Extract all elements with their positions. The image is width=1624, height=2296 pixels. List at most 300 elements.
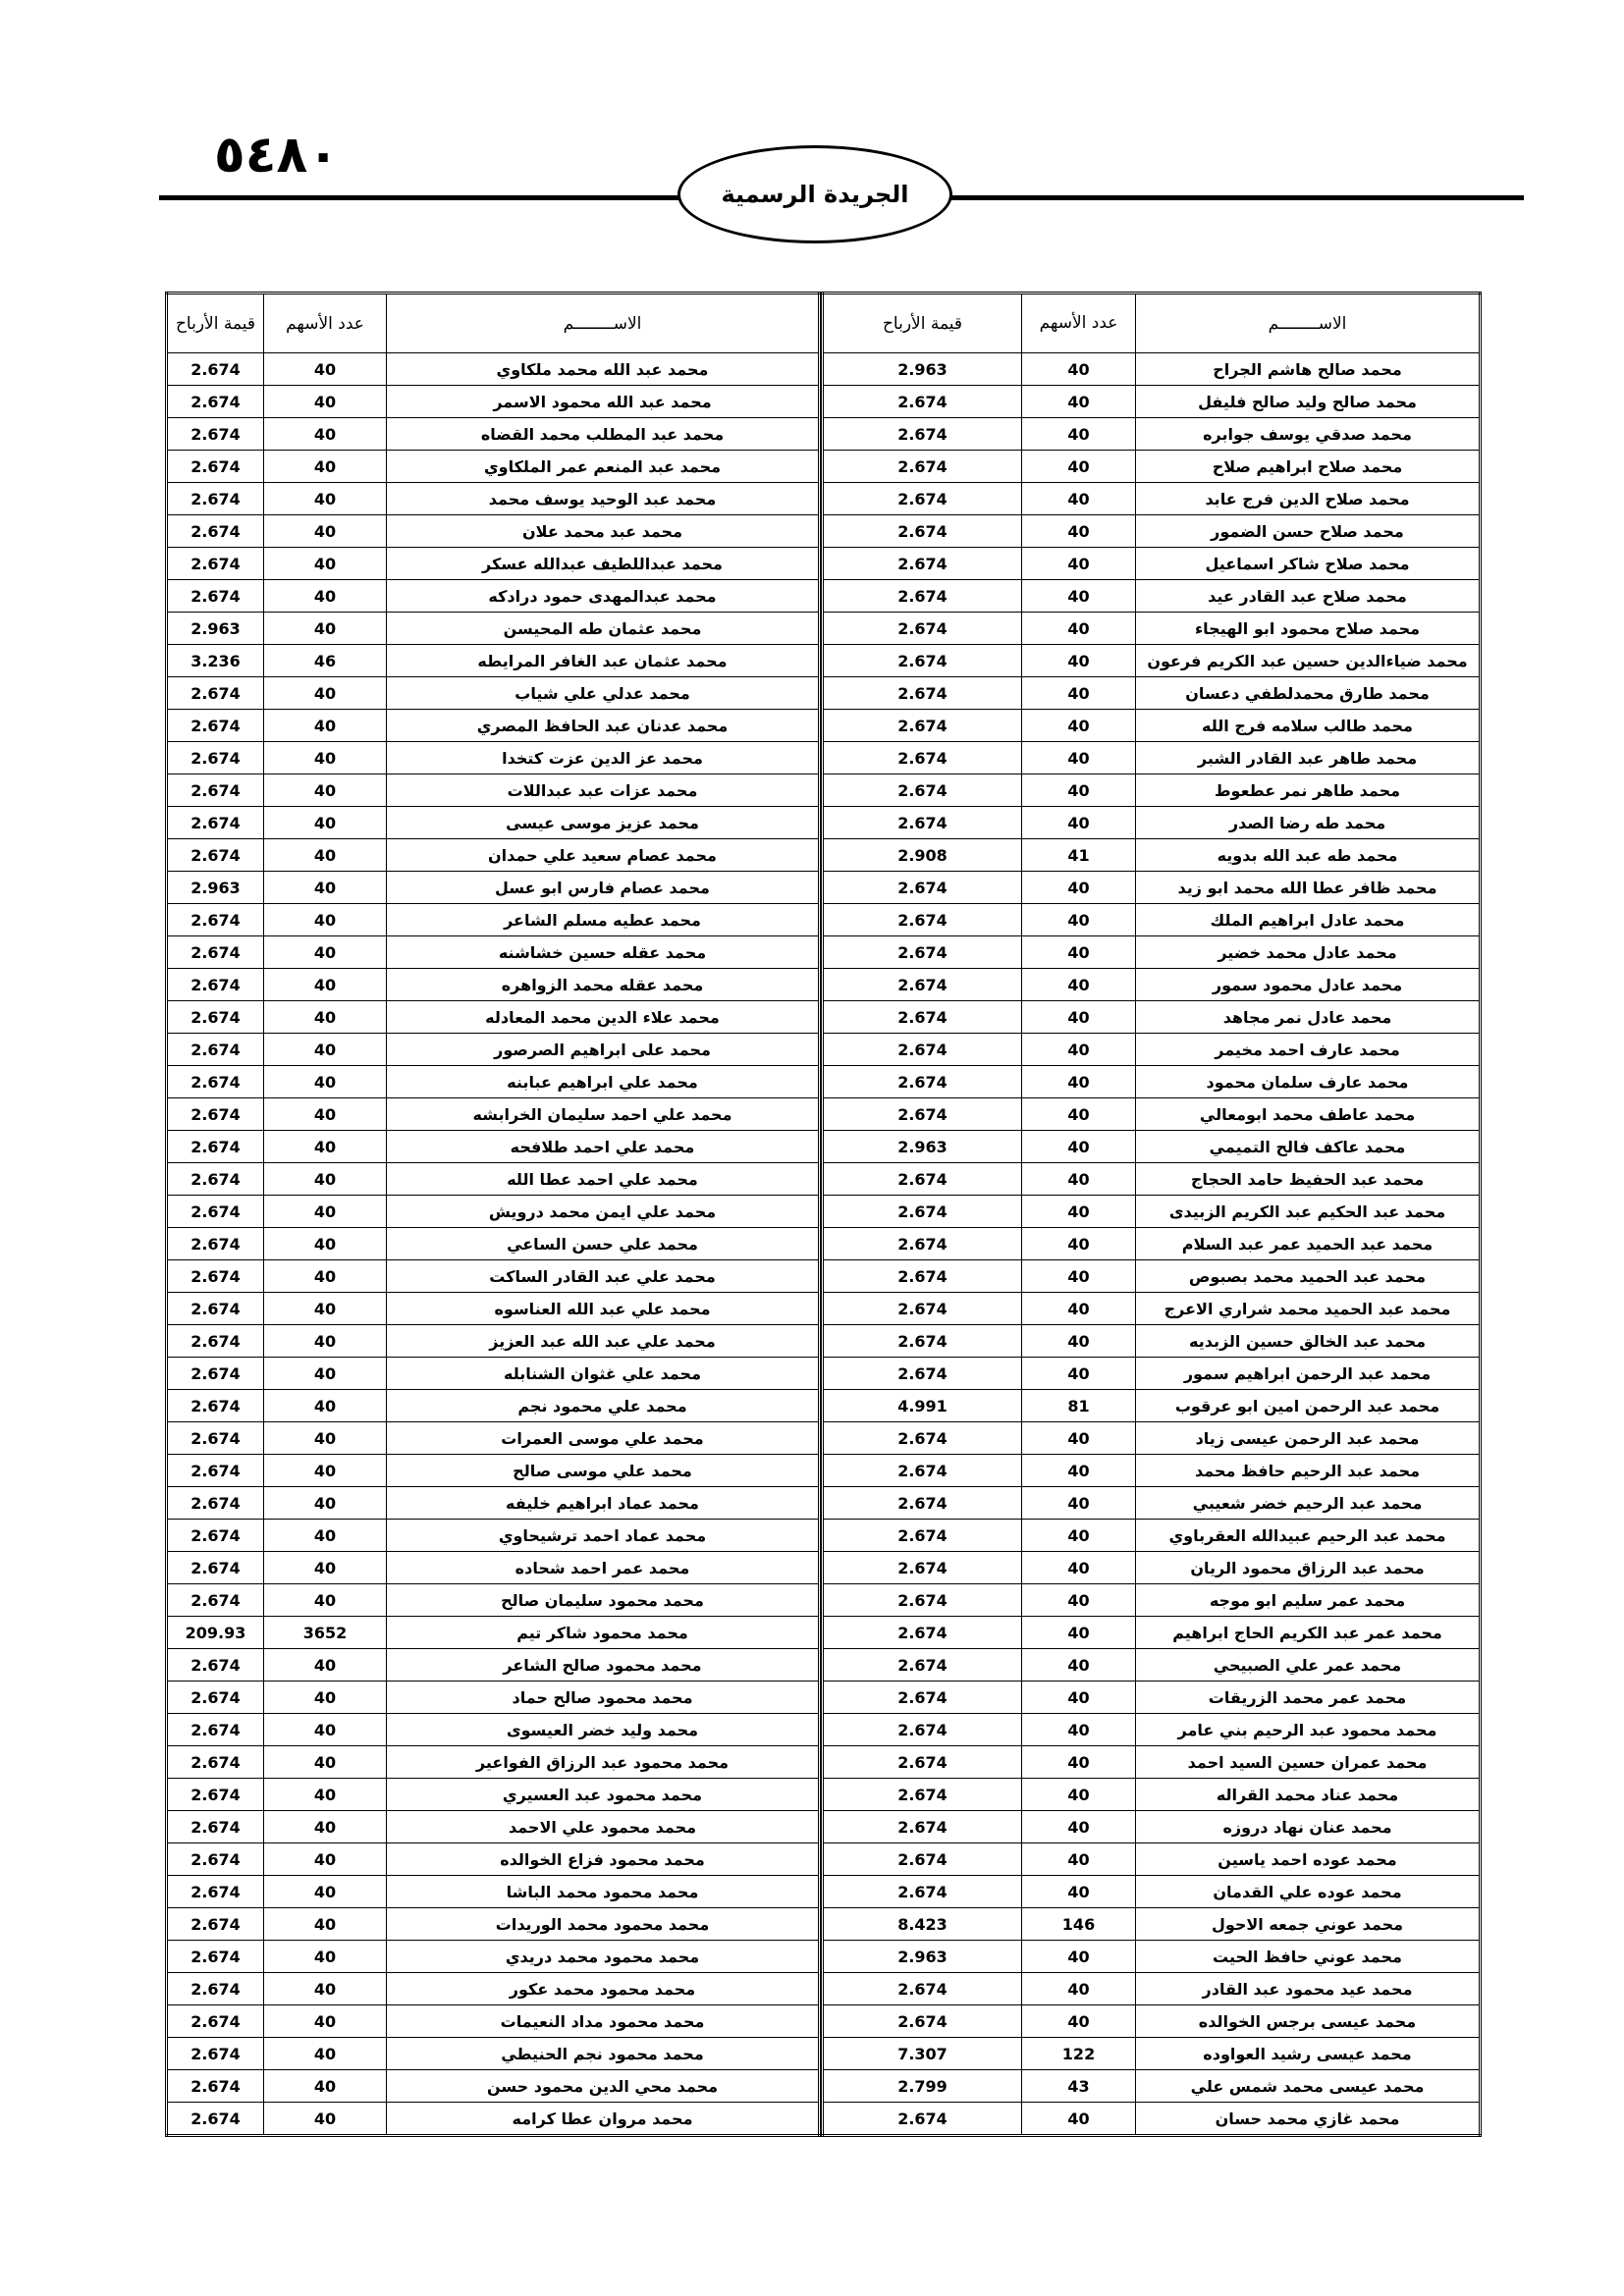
profit-value: 2.674 (823, 548, 1022, 580)
shareholder-name: محمد عبد محمد علان (387, 515, 820, 548)
table-row (823, 580, 1481, 613)
shareholder-name: محمد علي عبد الله عبد العزيز (387, 1325, 820, 1358)
shares-count: 40 (1022, 1487, 1136, 1520)
table-row (167, 1098, 820, 1131)
table-row (167, 677, 820, 710)
table-row (167, 1358, 820, 1390)
shareholder-name: محمد عناد محمد القراله (1136, 1779, 1481, 1811)
profit-value: 2.674 (823, 1682, 1022, 1714)
shareholder-name: محمد عوني حافظ الحيت (1136, 1941, 1481, 1973)
profit-value: 2.674 (823, 483, 1022, 515)
shares-count: 40 (264, 1066, 387, 1098)
table-row (167, 1811, 820, 1843)
profit-value: 2.674 (167, 580, 264, 613)
table-row (167, 1552, 820, 1584)
profit-value: 2.674 (823, 1584, 1022, 1617)
table-row (823, 1649, 1481, 1682)
shareholder-name: محمد محمود عبد الرزاق الفواعير (387, 1746, 820, 1779)
shares-count: 41 (1022, 839, 1136, 872)
profit-value: 2.674 (167, 969, 264, 1001)
shareholder-name: محمد عطيه مسلم الشاعر (387, 904, 820, 936)
shares-count: 40 (1022, 1779, 1136, 1811)
table-row (823, 969, 1481, 1001)
profit-value: 8.423 (823, 1908, 1022, 1941)
shareholder-name: محمد عزات عبد عبداللات (387, 774, 820, 807)
shareholder-name: محمد صدقي يوسف جوابره (1136, 418, 1481, 451)
shares-count: 40 (264, 353, 387, 386)
profit-value: 2.674 (823, 1649, 1022, 1682)
table-row (823, 645, 1481, 677)
profit-value: 2.963 (167, 872, 264, 904)
table-row (823, 1746, 1481, 1779)
shares-count: 40 (264, 515, 387, 548)
table-row (167, 839, 820, 872)
shares-count: 40 (1022, 483, 1136, 515)
profit-value: 2.674 (823, 1811, 1022, 1843)
shares-count: 40 (264, 872, 387, 904)
shareholder-name: محمد محمود علي الاحمد (387, 1811, 820, 1843)
table-row (167, 418, 820, 451)
profit-value: 2.674 (823, 1746, 1022, 1779)
shares-count: 40 (1022, 1714, 1136, 1746)
table-row (823, 774, 1481, 807)
shares-count: 40 (264, 1196, 387, 1228)
shareholder-name: محمد عدنان عبد الحافظ المصري (387, 710, 820, 742)
shareholder-name: محمد عادل ابراهيم الملك (1136, 904, 1481, 936)
profit-value: 2.674 (167, 386, 264, 418)
profit-value: 209.93 (167, 1617, 264, 1649)
shares-count: 40 (1022, 353, 1136, 386)
shareholder-name: محمد عبد الرحمن ابراهيم سمور (1136, 1358, 1481, 1390)
shares-count: 40 (1022, 1617, 1136, 1649)
shares-count: 40 (1022, 1196, 1136, 1228)
shares-count: 40 (264, 936, 387, 969)
profit-value: 2.674 (823, 1228, 1022, 1260)
profit-value: 2.674 (823, 645, 1022, 677)
table-row (823, 2038, 1481, 2070)
profit-value: 2.674 (167, 710, 264, 742)
table-row (167, 1196, 820, 1228)
shares-count: 40 (264, 1941, 387, 1973)
shareholder-name: محمد صلاح عبد القادر عيد (1136, 580, 1481, 613)
profit-value: 2.674 (823, 1066, 1022, 1098)
shares-count: 40 (264, 1034, 387, 1066)
shareholder-name: محمد محمود عبد العسيري (387, 1779, 820, 1811)
profit-value: 2.674 (167, 904, 264, 936)
shares-count: 40 (264, 774, 387, 807)
shareholder-name: محمد علاء الدين محمد المعادله (387, 1001, 820, 1034)
table-row (167, 353, 820, 386)
profit-value: 2.674 (823, 1260, 1022, 1293)
shares-count: 40 (1022, 1941, 1136, 1973)
shareholder-name: محمد عبد الحميد محمد بصبوص (1136, 1260, 1481, 1293)
shareholder-name: محمد عادل محمود سمور (1136, 969, 1481, 1001)
profit-value: 2.674 (823, 2103, 1022, 2136)
profit-value: 2.674 (167, 1098, 264, 1131)
shareholder-name: محمد طه رضا الصدر (1136, 807, 1481, 839)
profit-value: 2.674 (167, 1131, 264, 1163)
profit-value: 2.908 (823, 839, 1022, 872)
shareholder-name: محمد عماد احمد ترشيحاوي (387, 1520, 820, 1552)
profit-value: 2.674 (167, 2070, 264, 2103)
profit-value: 2.674 (167, 418, 264, 451)
table-row (167, 2038, 820, 2070)
profit-value: 2.674 (823, 451, 1022, 483)
profit-value: 2.674 (167, 1811, 264, 1843)
shareholder-name: محمد محمود نجم الحنيطي (387, 2038, 820, 2070)
shares-count: 40 (1022, 1876, 1136, 1908)
profit-value: 2.674 (823, 1617, 1022, 1649)
shares-count: 40 (1022, 904, 1136, 936)
profit-value: 2.674 (167, 1228, 264, 1260)
profit-value: 2.674 (167, 1552, 264, 1584)
table-row (823, 1293, 1481, 1325)
table-row (823, 1779, 1481, 1811)
shareholder-name: محمد علي ايمن محمد درويش (387, 1196, 820, 1228)
shareholder-name: محمد عدلي علي شياب (387, 677, 820, 710)
profit-value: 7.307 (823, 2038, 1022, 2070)
shareholder-name: محمد عنان نهاد دروزه (1136, 1811, 1481, 1843)
shares-count: 40 (1022, 2005, 1136, 2038)
table-row (167, 1001, 820, 1034)
shares-count: 40 (264, 1714, 387, 1746)
table-row (823, 1714, 1481, 1746)
shares-count: 40 (264, 1746, 387, 1779)
shareholder-name: محمد علي عبد الله العناسوه (387, 1293, 820, 1325)
shares-count: 40 (264, 386, 387, 418)
shares-count: 40 (1022, 418, 1136, 451)
profit-value: 2.963 (823, 1941, 1022, 1973)
shareholder-name: محمد عبد الحكيم عبد الكريم الزبيدى (1136, 1196, 1481, 1228)
shares-count: 40 (1022, 1066, 1136, 1098)
shares-count: 40 (264, 1358, 387, 1390)
profit-value: 2.674 (167, 1682, 264, 1714)
shares-count: 40 (1022, 515, 1136, 548)
shareholder-name: محمد مروان عطا كرامه (387, 2103, 820, 2136)
shareholder-name: محمد عاكف فالح التميمي (1136, 1131, 1481, 1163)
table-row (167, 872, 820, 904)
shares-count: 40 (1022, 2103, 1136, 2136)
profit-value: 2.674 (167, 1455, 264, 1487)
page-number: ٥٤٨٠ (214, 126, 339, 185)
table-row (167, 1908, 820, 1941)
shareholder-name: محمد عيسى رشيد العواوده (1136, 2038, 1481, 2070)
profit-value: 2.674 (167, 1390, 264, 1422)
shares-count: 40 (1022, 677, 1136, 710)
shareholder-name: محمد صالح هاشم الجراح (1136, 353, 1481, 386)
table-header-row (823, 294, 1481, 353)
profit-value: 2.963 (823, 1131, 1022, 1163)
shares-count: 40 (1022, 936, 1136, 969)
shares-count: 40 (1022, 742, 1136, 774)
shareholder-name: محمد وليد خضر العيسوى (387, 1714, 820, 1746)
shareholder-name: محمد طالب سلامه فرج الله (1136, 710, 1481, 742)
profit-value: 2.674 (823, 742, 1022, 774)
profit-value: 2.674 (823, 1714, 1022, 1746)
table-row (167, 451, 820, 483)
shares-count: 40 (264, 1325, 387, 1358)
table-row (167, 1876, 820, 1908)
shares-count: 40 (264, 1973, 387, 2005)
table-row (823, 2005, 1481, 2038)
shareholder-name: محمد عقله محمد الزواهره (387, 969, 820, 1001)
table-row (167, 1487, 820, 1520)
table-row (823, 807, 1481, 839)
shareholder-name: محمد محمود عبد الرحيم بني عامر (1136, 1714, 1481, 1746)
shares-count: 40 (1022, 548, 1136, 580)
table-row (823, 2070, 1481, 2103)
shareholder-name: محمد عثمان عبد الغافر المرايطه (387, 645, 820, 677)
profit-value: 2.674 (167, 1746, 264, 1779)
table-row (167, 807, 820, 839)
table-row (167, 742, 820, 774)
shares-count: 122 (1022, 2038, 1136, 2070)
table-row (823, 1260, 1481, 1293)
shares-count: 46 (264, 645, 387, 677)
profit-value: 2.674 (823, 774, 1022, 807)
shareholder-name: محمد محمود مداد النعيمات (387, 2005, 820, 2038)
shareholder-name: محمد علي غثوان الشنابله (387, 1358, 820, 1390)
table-row (167, 1260, 820, 1293)
profit-value: 2.963 (823, 353, 1022, 386)
profit-value: 2.674 (823, 1325, 1022, 1358)
profit-value: 2.674 (823, 613, 1022, 645)
shareholder-name: محمد عز الدين عزت كتخدا (387, 742, 820, 774)
shareholder-name: محمد علي عبد القادر الساكت (387, 1260, 820, 1293)
table-row (823, 515, 1481, 548)
shareholder-name: محمد علي احمد طلافحه (387, 1131, 820, 1163)
table-row (167, 710, 820, 742)
table-row (823, 1163, 1481, 1196)
shareholders-table-right (821, 292, 1482, 2137)
table-row (167, 936, 820, 969)
shares-count: 40 (1022, 807, 1136, 839)
table-row (823, 742, 1481, 774)
shares-count: 40 (264, 839, 387, 872)
table-row (167, 1843, 820, 1876)
shares-count: 40 (1022, 774, 1136, 807)
shareholder-name: محمد عبد الرحمن امين ابو عرقوب (1136, 1390, 1481, 1422)
shareholder-name: محمد محمود محمد دريدي (387, 1941, 820, 1973)
shareholder-name: محمد محمود محمد عكور (387, 1973, 820, 2005)
profit-value: 2.674 (167, 1649, 264, 1682)
profit-value: 2.674 (167, 742, 264, 774)
profit-value: 2.674 (167, 1876, 264, 1908)
shares-count: 40 (1022, 1649, 1136, 1682)
shareholder-name: محمد عبد الحميد عمر عبد السلام (1136, 1228, 1481, 1260)
shares-count: 40 (1022, 386, 1136, 418)
profit-value: 2.674 (823, 515, 1022, 548)
table-row (823, 1455, 1481, 1487)
profit-value: 2.674 (823, 1098, 1022, 1131)
shareholder-name: محمد عوده علي القدمان (1136, 1876, 1481, 1908)
shares-count: 40 (264, 1779, 387, 1811)
table-row (823, 1390, 1481, 1422)
shareholder-name: محمد طاهر نمر عطعوط (1136, 774, 1481, 807)
shareholder-name: محمد عمر عبد الكريم الحاج ابراهيم (1136, 1617, 1481, 1649)
shareholder-name: محمد عوني جمعه الاحول (1136, 1908, 1481, 1941)
profit-value: 2.674 (167, 515, 264, 548)
table-row (167, 1325, 820, 1358)
shareholder-name: محمد عبد الرزاق محمود الريان (1136, 1552, 1481, 1584)
profit-value: 2.674 (823, 2005, 1022, 2038)
shareholder-name: محمد علي محمود نجم (387, 1390, 820, 1422)
shareholder-name: محمد عبد الحميد محمد شراري الاعرج (1136, 1293, 1481, 1325)
profit-value: 2.674 (167, 1325, 264, 1358)
shares-count: 40 (264, 2038, 387, 2070)
profit-value: 2.674 (167, 1908, 264, 1941)
profit-value: 2.674 (823, 580, 1022, 613)
shareholder-name: محمد عبد المنعم عمر الملكاوي (387, 451, 820, 483)
shares-count: 40 (264, 1390, 387, 1422)
table-row (823, 904, 1481, 936)
table-row (167, 613, 820, 645)
profit-value: 2.674 (167, 1714, 264, 1746)
shareholder-name: محمد عصام سعيد علي حمدان (387, 839, 820, 872)
shareholder-name: محمد علي احمد سليمان الخرابشه (387, 1098, 820, 1131)
shares-count: 40 (1022, 969, 1136, 1001)
table-row (823, 1487, 1481, 1520)
shareholder-name: محمد عمر سليم ابو موجه (1136, 1584, 1481, 1617)
profit-value: 2.674 (823, 1358, 1022, 1390)
shareholder-name: محمد علي موسى العمرات (387, 1422, 820, 1455)
profit-value: 2.674 (167, 1584, 264, 1617)
column-header-profits: قيمة الأرباح (823, 294, 1022, 353)
shareholder-name: محمد عارف سلمان محمود (1136, 1066, 1481, 1098)
shareholder-name: محمد عاطف محمد ابومعالي (1136, 1098, 1481, 1131)
profit-value: 2.674 (823, 1843, 1022, 1876)
profit-value: 2.674 (167, 1066, 264, 1098)
shares-count: 40 (264, 1649, 387, 1682)
profit-value: 2.674 (167, 1779, 264, 1811)
profit-value: 2.674 (167, 1196, 264, 1228)
table-row (823, 839, 1481, 872)
shareholder-name: محمد محي الدين محمود حسن (387, 2070, 820, 2103)
shareholder-name: محمد صالح وليد صالح فليفل (1136, 386, 1481, 418)
shares-count: 40 (1022, 1034, 1136, 1066)
shares-count: 40 (1022, 1455, 1136, 1487)
table-row (823, 677, 1481, 710)
shareholder-name: محمد عثمان طه المحيسن (387, 613, 820, 645)
shareholder-name: محمد محمود صالح حماد (387, 1682, 820, 1714)
shares-count: 3652 (264, 1617, 387, 1649)
shares-count: 40 (1022, 613, 1136, 645)
profit-value: 2.674 (823, 1422, 1022, 1455)
column-header-name: الاســــــــم (387, 294, 820, 353)
shareholder-name: محمد محمود سليمان صالح (387, 1584, 820, 1617)
shares-count: 40 (264, 1455, 387, 1487)
table-row (167, 1228, 820, 1260)
table-row (167, 386, 820, 418)
profit-value: 2.674 (167, 1973, 264, 2005)
shares-count: 40 (264, 677, 387, 710)
shares-count: 40 (264, 483, 387, 515)
shareholder-name: محمد عبد الحفيظ حامد الحجاج (1136, 1163, 1481, 1196)
shareholder-name: محمد عمران حسين السيد احمد (1136, 1746, 1481, 1779)
shares-count: 40 (264, 1487, 387, 1520)
profit-value: 2.674 (823, 872, 1022, 904)
shareholder-name: محمد محمود صالح الشاعر (387, 1649, 820, 1682)
profit-value: 2.674 (823, 1876, 1022, 1908)
table-row (823, 1066, 1481, 1098)
shares-count: 40 (1022, 1228, 1136, 1260)
shares-count: 40 (264, 1520, 387, 1552)
profit-value: 2.674 (167, 1358, 264, 1390)
shares-count: 40 (1022, 451, 1136, 483)
profit-value: 2.674 (823, 1034, 1022, 1066)
shares-count: 40 (264, 1552, 387, 1584)
shareholder-name: محمد عبد الرحيم حافظ محمد (1136, 1455, 1481, 1487)
profit-value: 2.674 (167, 1941, 264, 1973)
table-row (823, 1941, 1481, 1973)
shares-count: 40 (264, 1098, 387, 1131)
shareholder-name: محمد ضياءالدين حسين عبد الكريم فرعون (1136, 645, 1481, 677)
shares-count: 40 (264, 1260, 387, 1293)
profit-value: 2.674 (167, 774, 264, 807)
gazette-title-oval (677, 145, 952, 243)
table-row (167, 1455, 820, 1487)
shareholder-name: محمد عصام فارس ابو عسل (387, 872, 820, 904)
table-row (823, 1811, 1481, 1843)
profit-value: 2.674 (167, 839, 264, 872)
shares-count: 40 (264, 1811, 387, 1843)
shareholder-name: محمد عبد الرحمن عيسى زياد (1136, 1422, 1481, 1455)
shareholder-name: محمد عبد الرحيم خضر شعيبي (1136, 1487, 1481, 1520)
table-row (823, 353, 1481, 386)
profit-value: 2.674 (167, 1260, 264, 1293)
shares-count: 81 (1022, 1390, 1136, 1422)
column-header-shares: عدد الأسهم (1022, 294, 1136, 353)
profit-value: 2.674 (167, 353, 264, 386)
table-row (167, 1293, 820, 1325)
table-row (823, 1196, 1481, 1228)
table-row (823, 1422, 1481, 1455)
shares-count: 40 (1022, 1163, 1136, 1196)
shares-count: 40 (1022, 1001, 1136, 1034)
shares-count: 40 (1022, 1746, 1136, 1779)
shares-count: 40 (1022, 1973, 1136, 2005)
shareholder-name: محمد محمود محمد الباشا (387, 1876, 820, 1908)
shareholder-name: محمد عادل نمر مجاهد (1136, 1001, 1481, 1034)
shareholder-name: محمد صلاح محمود ابو الهيجاء (1136, 613, 1481, 645)
profit-value: 2.674 (167, 1163, 264, 1196)
table-row (167, 1617, 820, 1649)
profit-value: 2.674 (823, 904, 1022, 936)
shareholder-name: محمد عزيز موسى عيسى (387, 807, 820, 839)
table-row (823, 613, 1481, 645)
shareholder-name: محمد عوده احمد ياسين (1136, 1843, 1481, 1876)
shares-count: 40 (1022, 1358, 1136, 1390)
profit-value: 2.674 (823, 710, 1022, 742)
shares-count: 40 (1022, 1520, 1136, 1552)
shares-count: 40 (1022, 1682, 1136, 1714)
shareholder-name: محمد عبد الله محمود الاسمر (387, 386, 820, 418)
shareholder-name: محمد محمود فزاع الخوالده (387, 1843, 820, 1876)
table-row (823, 483, 1481, 515)
profit-value: 2.674 (823, 1487, 1022, 1520)
shareholder-name: محمد عقله حسين خشاشنه (387, 936, 820, 969)
shares-count: 40 (1022, 872, 1136, 904)
shares-count: 40 (1022, 1584, 1136, 1617)
profit-value: 2.674 (167, 1293, 264, 1325)
table-row (167, 1163, 820, 1196)
table-row (823, 872, 1481, 904)
shareholder-name: محمد عيسى برجس الخوالده (1136, 2005, 1481, 2038)
profit-value: 2.674 (823, 1196, 1022, 1228)
table-row (167, 548, 820, 580)
table-row (823, 1552, 1481, 1584)
table-row (823, 1973, 1481, 2005)
